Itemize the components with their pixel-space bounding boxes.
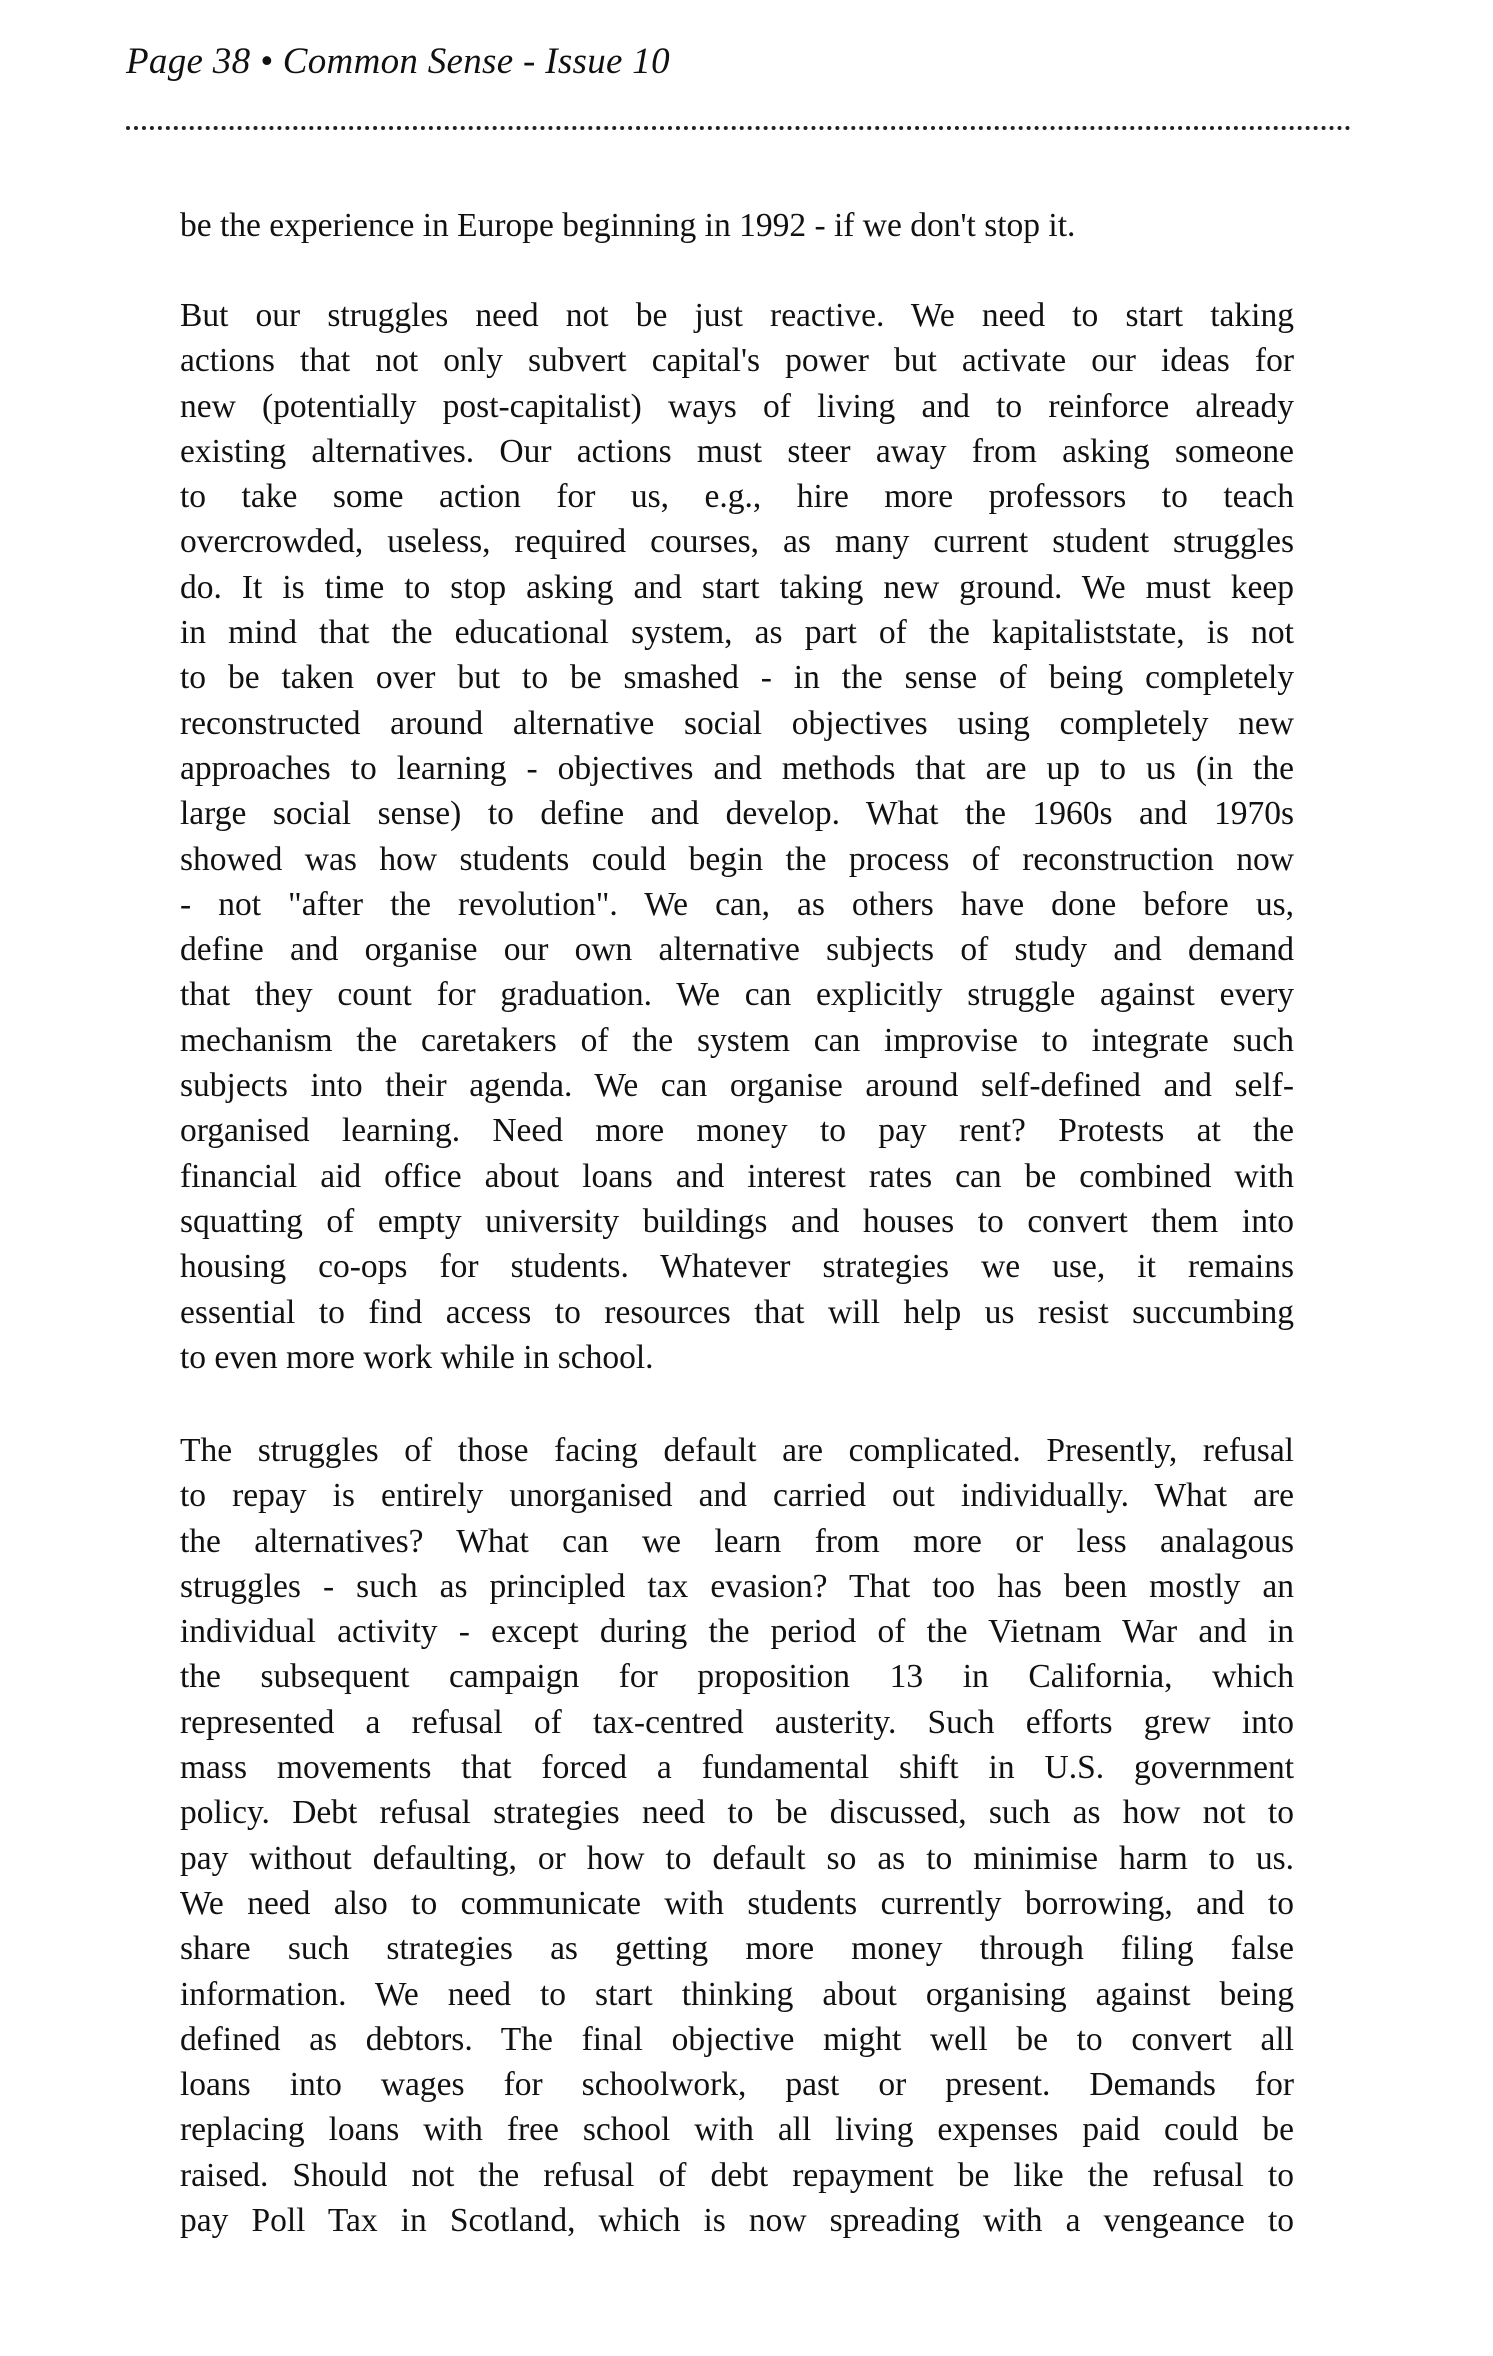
text-line: new (potentially post-capitalist) ways of living and to reinforce already (180, 387, 1294, 425)
text-line: struggles - such as principled tax evasion? That too has been mostly an (180, 1567, 1294, 1605)
text-line: mechanism the caretakers of the system can improvise to integrate such (180, 1021, 1294, 1059)
page-number: Page 38 (126, 41, 251, 82)
text-line: loans into wages for schoolwork, past or present. Demands for (180, 2066, 1294, 2104)
text-line: overcrowded, useless, required courses, as many current student struggles (180, 523, 1294, 561)
text-line: showed was how students could begin the process of reconstruction now (180, 840, 1294, 878)
header-divider (126, 126, 1351, 130)
text-line: information. We need to start thinking about organising against being (180, 1975, 1294, 2013)
text-line: reconstructed around alternative social objectives using completely new (180, 704, 1294, 742)
text-line: be the experience in Europe beginning in 1992 - if we don't stop it. (180, 207, 1076, 244)
text-line: the alternatives? What can we learn from more or less analagous (180, 1522, 1294, 1560)
text-line: raised. Should not the refusal of debt repayment be like the refusal to (180, 2156, 1294, 2194)
text-line: defined as debtors. The final objective might well be to convert all (180, 2020, 1294, 2058)
text-line: mass movements that forced a fundamental shift in U.S. government (180, 1749, 1294, 1787)
text-line: represented a refusal of tax-centred austerity. Such efforts grew into (180, 1703, 1294, 1741)
text-line: But our struggles need not be just reactive. We need to start taking (180, 297, 1294, 334)
text-line: subjects into their agenda. We can organise around self-defined and self- (180, 1067, 1294, 1105)
text-line: approaches to learning - objectives and methods that are up to us (in the (180, 749, 1294, 787)
publication-title: Common Sense - Issue 10 (282, 41, 670, 82)
text-line: actions that not only subvert capital's power but activate our ideas for (180, 342, 1294, 380)
text-line: do. It is time to stop asking and start taking new ground. We must keep (180, 568, 1294, 606)
text-line: in mind that the educational system, as part of the kapitaliststate, is not (180, 614, 1294, 652)
text-line: to be taken over but to be smashed - in the sense of being completely (180, 659, 1294, 697)
text-line: that they count for graduation. We can explicitly struggle against every (180, 976, 1294, 1014)
text-line: pay without defaulting, or how to default so as to minimise harm to us. (180, 1839, 1294, 1877)
text-line: existing alternatives. Our actions must steer away from asking someone (180, 432, 1294, 470)
paragraph-1 (180, 203, 1294, 248)
header-bullet: • (259, 41, 274, 82)
text-line: to repay is entirely unorganised and carried out individually. What are (180, 1477, 1294, 1515)
text-line: essential to find access to resources that will help us resist succumbing (180, 1293, 1294, 1331)
text-line: pay Poll Tax in Scotland, which is now spreading with a vengeance to (180, 2202, 1294, 2240)
text-line: to take some action for us, e.g., hire more professors to teach (180, 478, 1294, 516)
text-line: - not "after the revolution". We can, as others have done before us, (180, 885, 1294, 923)
text-line: individual activity - except during the period of the Vietnam War and in (180, 1613, 1294, 1651)
text-line: the subsequent campaign for proposition 13 in California, which (180, 1658, 1294, 1696)
paragraph-2 (180, 293, 1294, 1380)
paragraph-3 (180, 1428, 1294, 2243)
text-line: housing co-ops for students. Whatever strategies we use, it remains (180, 1248, 1294, 1286)
text-line: The struggles of those facing default are complicated. Presently, refusal (180, 1432, 1294, 1469)
text-line: share such strategies as getting more money through filing false (180, 1930, 1294, 1968)
text-line: squatting of empty university buildings and houses to convert them into (180, 1202, 1294, 1240)
text-line: large social sense) to define and develop. What the 1960s and 1970s (180, 795, 1294, 833)
text-line: define and organise our own alternative subjects of study and demand (180, 931, 1294, 969)
text-line: to even more work while in school. (180, 1338, 654, 1376)
text-line: replacing loans with free school with all living expenses paid could be (180, 2111, 1294, 2149)
text-line: We need also to communicate with students currently borrowing, and to (180, 1884, 1294, 1922)
running-header (126, 40, 670, 83)
text-line: policy. Debt refusal strategies need to be discussed, such as how not to (180, 1794, 1294, 1832)
text-line: organised learning. Need more money to pay rent? Protests at the (180, 1112, 1294, 1150)
text-line: financial aid office about loans and interest rates can be combined with (180, 1157, 1294, 1195)
